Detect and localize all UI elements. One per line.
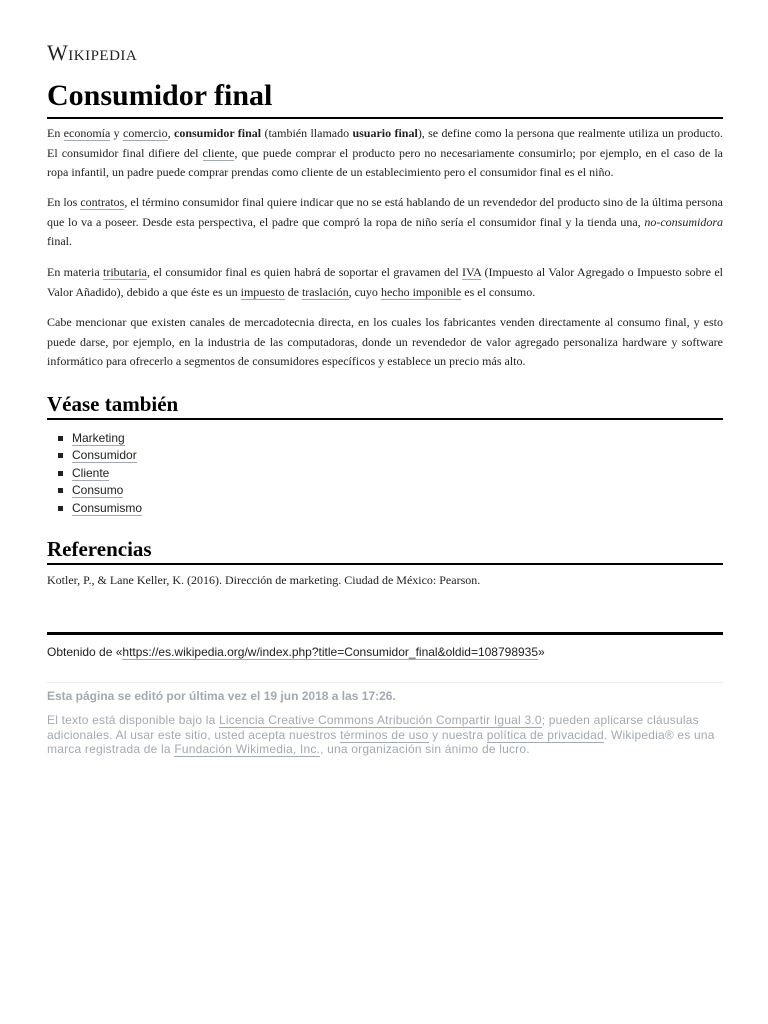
text: ), se define como la persona que realmente utiliza un producto. El consumidor final difiere del [47,126,724,160]
link-consumismo[interactable]: Consumismo [72,500,143,515]
text: . Wikipedia® es una marca registrada de la [47,727,715,756]
link-iva[interactable]: IVA [462,265,482,279]
text: Obtenido de « [47,645,123,659]
text: , una organización sin ánimo de lucro. [320,742,530,756]
bullet-icon [58,436,63,441]
see-also-divider [47,418,723,420]
last-edited-notice: Esta página se editó por última vez el 19 jun 2018 a las 17:26. [47,689,396,703]
intro-paragraph [47,124,723,183]
text: » [538,645,545,659]
footer-divider [47,632,723,635]
list-item [47,482,142,499]
text: final. [47,234,72,248]
text: En materia [47,265,103,279]
link-terms-of-use[interactable]: términos de uso [340,727,429,742]
italic-term: no-consumidora [644,214,723,229]
list-item [47,447,142,464]
text: y nuestra [428,727,487,742]
text: (también llamado [261,126,353,140]
direct-channels-paragraph: Cabe mencionar que existen canales de mercadotecnia directa, en los cuales los fabricantes venden directamente al consumo final, y esto puede darse, por ejemplo, en la industria de las computadoras, donde un revendedor de valor agregado personaliza hardware y software informático para ofrecerlo a segmentos de consumidores específicos y establece un precio más alto. [47,315,723,368]
text: , [167,126,174,140]
link-comercio[interactable]: comercio [123,126,168,140]
text: de [284,284,302,299]
link-consumidor[interactable]: Consumidor [72,448,137,463]
page-title: Consumidor final [47,79,273,112]
bullet-icon [58,488,63,493]
text: y [110,126,123,140]
license-notice [47,713,723,757]
text: , cuyo [348,284,381,299]
list-item [47,500,142,517]
see-also-list [47,430,142,517]
link-cliente-see[interactable]: Cliente [72,465,110,480]
text: En los [47,195,81,209]
reference-item: Kotler, P., & Lane Keller, K. (2016). Dirección de marketing. Ciudad de México: Pearson. [47,573,481,587]
list-item [47,430,142,447]
see-also-heading: Véase también [47,392,179,416]
text: , el término consumidor final quiere indicar que no se está hablando de un revendedor del producto sino de la última persona que lo va a poseer. Desde esta perspectiva, el padre que compró la ropa de niño sería el consumidor final y la tienda una, [47,195,723,229]
text: , el consumidor final es quien habrá de soportar el gravamen del [146,265,463,279]
text: , que puede comprar el producto pero no necesariamente consumirlo; por ejemplo, en el caso de la ropa infantil, un padre puede comprar prendas como cliente de un establecimiento pero el consumidor final es el niño. [47,145,723,179]
link-traslacion[interactable]: traslación [301,284,349,299]
list-item [47,465,142,482]
link-economia[interactable]: economía [63,126,111,140]
text: (Impuesto al Valor Agregado o Impuesto sobre el Valor Añadido), debido a que éste es un [47,265,723,299]
link-privacy-policy[interactable]: política de privacidad [486,727,604,742]
contracts-paragraph [47,193,723,252]
bullet-icon [58,506,63,511]
retrieved-from [47,643,723,661]
bullet-icon [58,471,63,476]
link-consumo[interactable]: Consumo [72,483,124,498]
text: es el consumo. [461,284,536,299]
title-divider [47,117,723,119]
link-license[interactable]: Licencia Creative Commons Atribución Compartir Igual 3.0 [219,713,542,727]
link-impuesto[interactable]: impuesto [240,284,285,299]
bold-term: usuario final [352,126,418,140]
link-tributaria[interactable]: tributaria [103,265,147,279]
references-heading: Referencias [47,537,152,561]
permanent-link[interactable]: https://es.wikipedia.org/w/index.php?title=Consumidor_final&oldid=108798935 [122,645,539,659]
link-cliente[interactable]: cliente [202,145,235,160]
tax-paragraph [47,263,723,302]
text: ; pueden aplicarse cláusulas adicionales. Al usar este sitio, usted acepta nuestros [47,713,699,742]
bold-term: consumidor final [174,126,262,140]
text: En [47,126,64,140]
footer-thin-divider [47,682,723,683]
link-contratos[interactable]: contratos [80,195,125,209]
references-divider [47,563,723,565]
wikipedia-wordmark[interactable]: Wikipedia [47,40,138,65]
text: El texto está disponible bajo la [47,713,220,727]
link-wikimedia-foundation[interactable]: Fundación Wikimedia, Inc. [174,742,321,756]
bullet-icon [58,453,63,458]
link-hecho-imponible[interactable]: hecho imponible [380,284,462,299]
link-marketing[interactable]: Marketing [72,431,125,445]
